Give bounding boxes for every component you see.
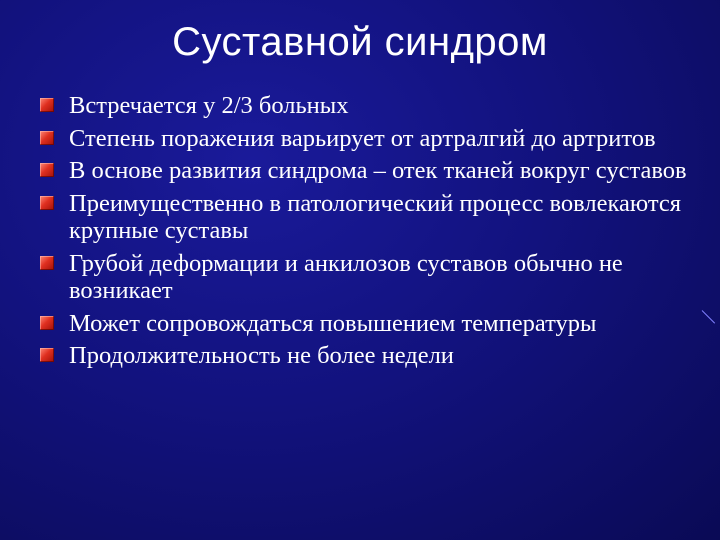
bullet-item [40,250,710,305]
bullet-text: Может сопровождаться повышением температуры [69,309,597,337]
red-square-bullet-icon [40,131,54,145]
bullet-item [40,310,710,338]
bullet-text: Преимущественно в патологический процесс вовлекаются крупные суставы [69,189,682,244]
bullet-item [40,190,710,245]
bullet-text: Продолжительность не более недели [69,342,454,369]
bullet-text: Грубой деформации и анкилозов суставов обычно не возникает [69,249,623,304]
bullet-text: Степень поражения варьирует от артралгий до артритов [69,124,656,152]
red-square-bullet-icon [40,316,54,330]
red-square-bullet-icon [40,98,54,112]
bullet-item [40,342,710,370]
bullet-text: Встречается у 2/3 больных [69,92,349,119]
bullet-text: В основе развития синдрома – отек тканей вокруг суставов [69,157,687,184]
red-square-bullet-icon [40,196,54,210]
bullet-list [40,92,710,375]
bullet-item [40,157,710,185]
bullet-item [40,125,710,153]
slide-title: Суставной синдром [172,20,548,64]
red-square-bullet-icon [40,256,54,270]
red-square-bullet-icon [40,348,54,362]
bullet-item [40,92,710,120]
red-square-bullet-icon [40,163,54,177]
